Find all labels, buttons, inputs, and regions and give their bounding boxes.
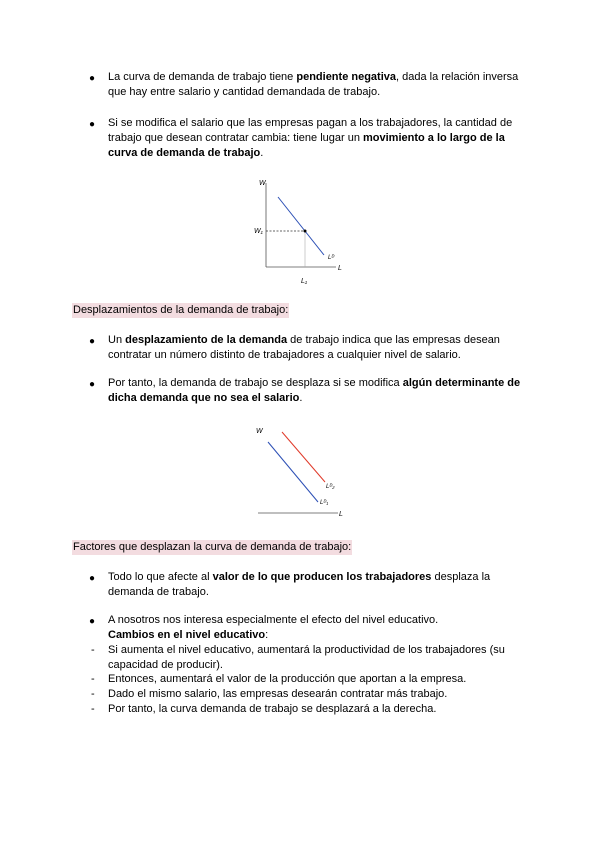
bullet-dot: ● <box>89 616 96 627</box>
dash-marker: - <box>91 703 95 715</box>
text-run: de trabajo indica que las empresas desean contratar un número distinto de trabajadores a cualquier nivel de salario. <box>108 334 500 361</box>
bullet-dot: ● <box>89 73 96 84</box>
curve-label: Lᴰ <box>328 255 335 261</box>
bullet-dot: ● <box>89 573 96 584</box>
curve-new-label: Lᴰ₂ <box>326 484 335 490</box>
demand-curve-old-line <box>268 442 318 502</box>
bullet-dot: ● <box>89 379 96 390</box>
text-run: : <box>265 629 269 641</box>
bold-text: valor de lo que producen los trabajadores <box>212 571 432 583</box>
x-axis-label: L <box>339 511 343 518</box>
text-run: . <box>260 147 264 159</box>
bold-text: Cambios en el nivel educativo <box>108 629 266 641</box>
text-run: Todo lo que afecte al <box>108 571 213 583</box>
equilibrium-point <box>304 230 307 233</box>
x-axis-label: L <box>338 265 342 272</box>
bullet-paragraph-negative-slope <box>108 70 528 100</box>
wage-level-label: W₁ <box>254 228 263 235</box>
dash-marker: - <box>91 644 95 656</box>
labor-demand-shift-graph <box>250 420 360 520</box>
bold-text: algún determinante de dicha demanda que no sea el salario <box>108 377 521 404</box>
dash-item: Por tanto, la curva demanda de trabajo se desplazará a la derecha. <box>108 703 437 715</box>
bullet-paragraph-demand-shift <box>108 333 528 363</box>
text-run: La curva de demanda de trabajo tiene <box>108 71 297 83</box>
text-run: A nosotros nos interesa especialmente el efecto del nivel educativo. <box>108 614 439 626</box>
dash-item: Entonces, aumentará el valor de la producción que aportan a la empresa. <box>108 673 467 685</box>
demand-curve-line <box>278 197 324 255</box>
section-heading-demand-shifts: Desplazamientos de la demanda de trabajo: <box>73 304 289 316</box>
curve-old-label: Lᴰ₁ <box>320 500 329 506</box>
bullet-paragraph-education <box>108 613 528 643</box>
bullet-dot: ● <box>89 119 96 130</box>
bold-text: movimiento a lo largo de la curva de demanda de trabajo <box>108 132 505 159</box>
quantity-label: L₁ <box>301 278 308 285</box>
dash-item: Si aumenta el nivel educativo, aumentará la productividad de los trabajadores (su capacidad de producir). <box>108 644 505 671</box>
section-heading-shift-factors: Factores que desplazan la curva de demanda de trabajo: <box>73 541 352 553</box>
bullet-paragraph-worker-value <box>108 570 528 600</box>
y-axis-label: W <box>259 180 266 187</box>
text-run: , dada la relación inversa que hay entre salario y cantidad demandada de trabajo. <box>108 71 519 98</box>
labor-demand-movement-graph <box>250 175 350 290</box>
demand-curve-new-line <box>282 432 325 482</box>
text-run: . <box>299 392 303 404</box>
text-run: Por tanto, la demanda de trabajo se desplaza si se modifica <box>108 377 403 389</box>
dash-marker: - <box>91 688 95 700</box>
text-run: desplaza la demanda de trabajo. <box>108 571 491 598</box>
bullet-dot: ● <box>89 336 96 347</box>
dash-item: Dado el mismo salario, las empresas desearán contratar más trabajo. <box>108 688 448 700</box>
bold-text: desplazamiento de la demanda <box>125 334 288 346</box>
text-run: Un <box>108 334 126 346</box>
y-axis-label: W <box>256 428 263 435</box>
text-run: Si se modifica el salario que las empresas pagan a los trabajadores, la cantidad de trabajo que desean contratar cambia: tiene lugar un <box>108 117 513 144</box>
dash-marker: - <box>91 673 95 685</box>
bullet-paragraph-shift-determinants <box>108 376 528 406</box>
bold-text: pendiente negativa <box>296 71 396 83</box>
bullet-paragraph-movement-along-curve <box>108 116 528 161</box>
